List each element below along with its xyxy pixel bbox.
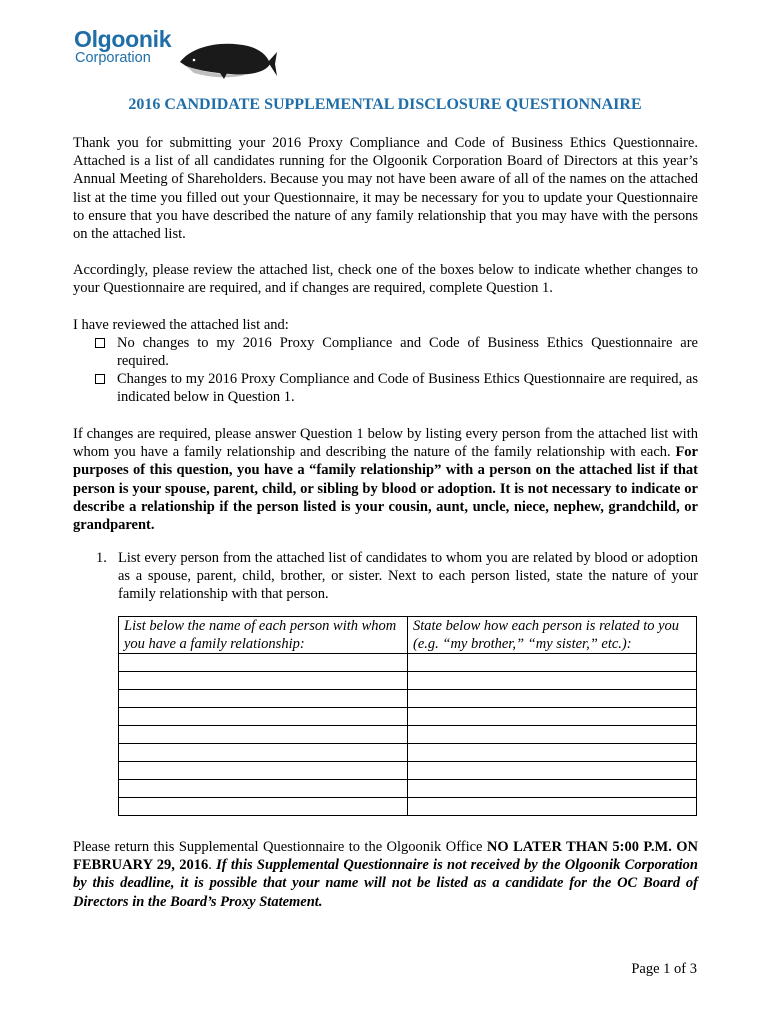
person-name-cell[interactable] — [119, 744, 408, 762]
table-row — [119, 654, 697, 672]
table-row — [119, 726, 697, 744]
person-name-cell[interactable] — [119, 708, 408, 726]
relationship-cell[interactable] — [408, 672, 697, 690]
option-changes-required-label: Changes to my 2016 Proxy Compliance and Code of Business Ethics Questionnaire are required, as indicated below in Question 1. — [117, 371, 698, 406]
company-logo — [74, 22, 274, 82]
return-warning: If this Supplemental Questionnaire is not received by the Olgoonik Corporation by this deadline, it is possible that your name will not be listed as a candidate for the OC Board of Directors in the Board’s Proxy Statement. — [73, 857, 698, 910]
return-deadline: NO LATER THAN 5:00 P.M. ON FEBRUARY 29, 2016 — [73, 839, 698, 874]
table-row — [119, 672, 697, 690]
question-number: 1. — [96, 550, 107, 566]
relationship-cell[interactable] — [408, 654, 697, 672]
relationship-cell[interactable] — [408, 798, 697, 816]
option-no-changes-label: No changes to my 2016 Proxy Compliance and Code of Business Ethics Questionnaire are required. — [117, 335, 698, 370]
changes-plain: If changes are required, please answer Question 1 below by listing every person from the attached list with whom you have a family relationship and describing the nature of the family relationship with each. — [73, 426, 698, 461]
accordingly-paragraph: Accordingly, please review the attached list, check one of the boxes below to indicate whether changes to your Questionnaire are required, and if changes are required, complete Question 1. — [73, 262, 698, 297]
relationship-cell[interactable] — [408, 708, 697, 726]
person-name-cell[interactable] — [119, 654, 408, 672]
table-row — [119, 780, 697, 798]
person-name-cell[interactable] — [119, 798, 408, 816]
question-1 — [96, 549, 698, 604]
relationship-cell[interactable] — [408, 726, 697, 744]
relationship-cell[interactable] — [408, 690, 697, 708]
question-text: List every person from the attached list of candidates to whom you are related by blood or adoption as a spouse, parent, child, brother, or sister. Next to each person listed, state the nature of your family relationship with that person. — [118, 550, 698, 603]
person-name-cell[interactable] — [119, 762, 408, 780]
table-row — [119, 762, 697, 780]
col2-header: State below how each person is related to you (e.g. “my brother,” “my sister,” etc.): — [408, 617, 697, 654]
relationship-cell[interactable] — [408, 780, 697, 798]
relationship-table — [118, 616, 697, 816]
checkbox-icon[interactable] — [95, 374, 105, 384]
option-no-changes[interactable] — [95, 334, 698, 370]
person-name-cell[interactable] — [119, 780, 408, 798]
table-row — [119, 798, 697, 816]
table-row — [119, 690, 697, 708]
logo-subtitle: Corporation — [75, 50, 151, 66]
table-header-row — [119, 617, 697, 654]
intro-paragraph: Thank you for submitting your 2016 Proxy Compliance and Code of Business Ethics Questionnaire. Attached is a list of all candidates running for the Olgoonik Corporation Board of Directors at this year’s Annual Meeting of Shareholders. Because you may not have been aware of all of the names on the attached list at the time you filled out your Questionnaire, it may be necessary for you to update your Questionnaire to ensure that you have described the nature of any family relationship that you may have with the persons on the attached list. — [73, 135, 698, 243]
page-number: Page 1 of 3 — [631, 961, 697, 977]
person-name-cell[interactable] — [119, 726, 408, 744]
changes-paragraph — [73, 425, 698, 534]
return-period: . — [208, 857, 217, 874]
table-row — [119, 708, 697, 726]
table-row — [119, 744, 697, 762]
page-title: 2016 CANDIDATE SUPPLEMENTAL DISCLOSURE QUESTIONNAIRE — [128, 96, 642, 113]
logo-name: Olgoonik — [74, 26, 172, 52]
col1-header: List below the name of each person with whom you have a family relationship: — [119, 617, 408, 654]
return-paragraph — [73, 838, 698, 911]
changes-bold: For purposes of this question, you have a “family relationship” with a person on the attached list if that person is your spouse, parent, child, or sibling by blood or adoption. It is not necessary to indicate or describe a relationship if the person listed is your cousin, aunt, uncle, niece, nephew, grandchild, or grandparent. — [73, 444, 698, 534]
option-changes-required[interactable] — [95, 370, 698, 406]
relationship-cell[interactable] — [408, 762, 697, 780]
whale-icon — [178, 32, 278, 80]
reviewed-lead: I have reviewed the attached list and: — [73, 317, 289, 333]
return-plain: Please return this Supplemental Questionnaire to the Olgoonik Office — [73, 839, 487, 855]
checkbox-icon[interactable] — [95, 338, 105, 348]
relationship-cell[interactable] — [408, 744, 697, 762]
person-name-cell[interactable] — [119, 672, 408, 690]
person-name-cell[interactable] — [119, 690, 408, 708]
